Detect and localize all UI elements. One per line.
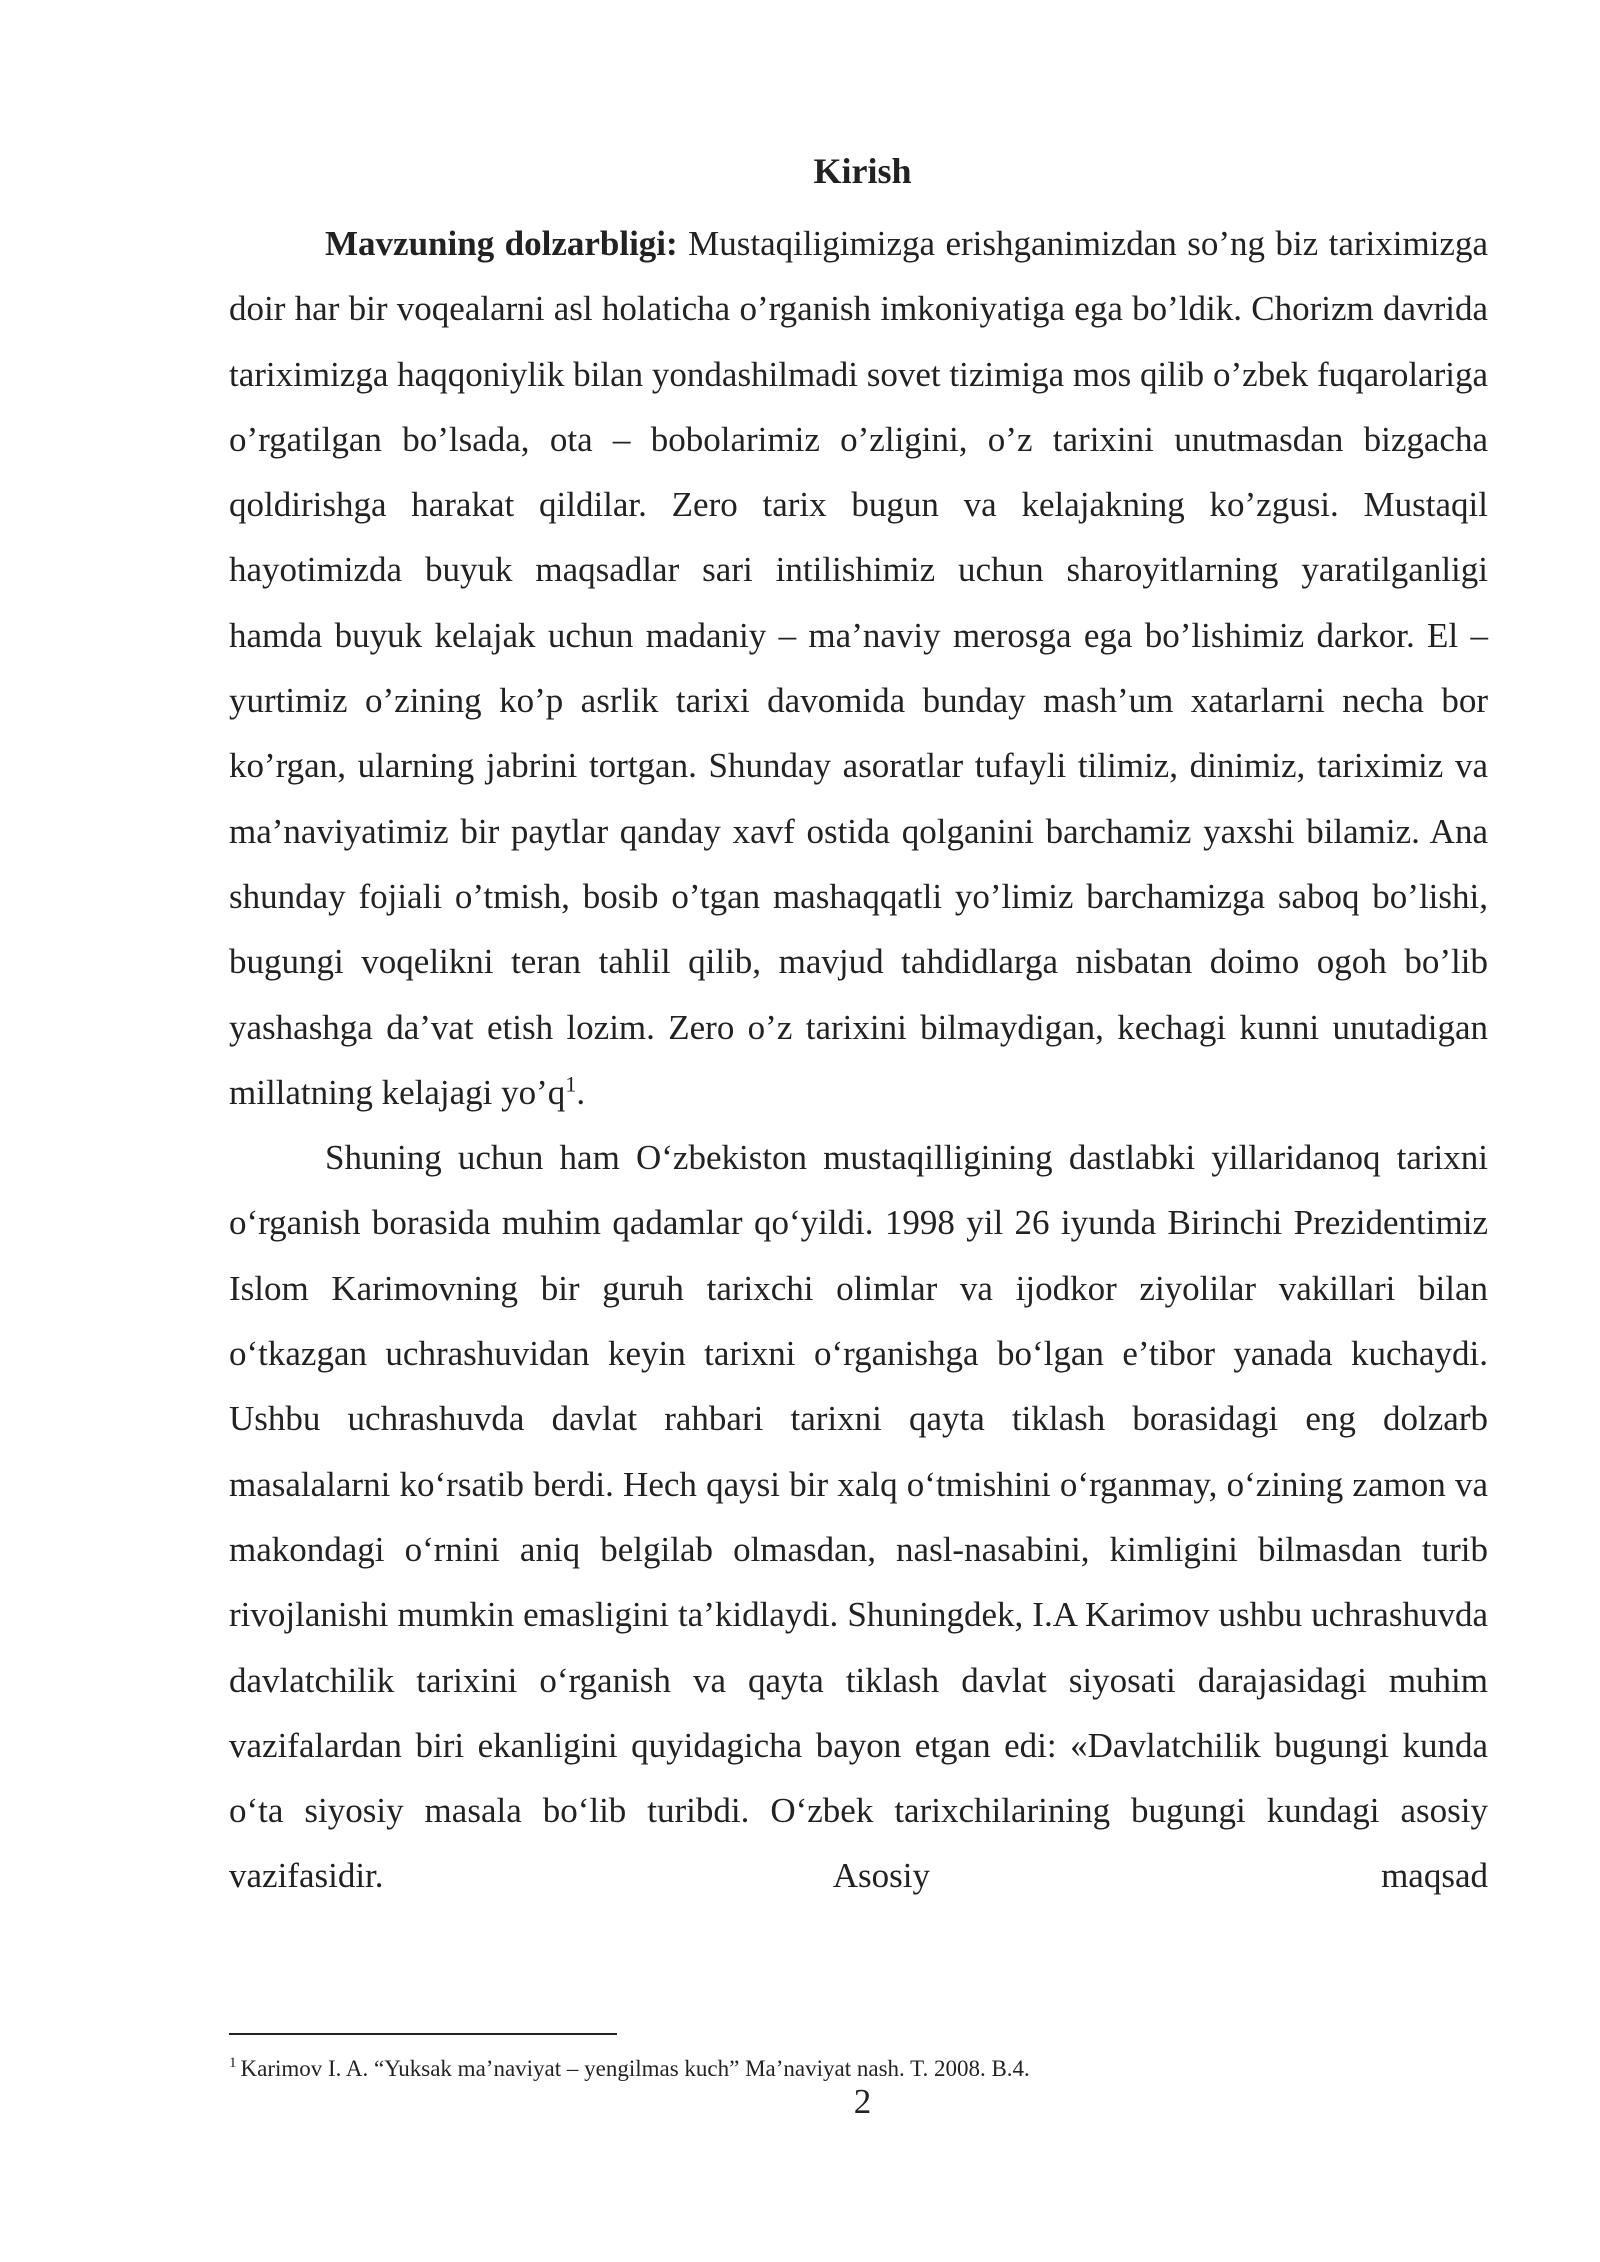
- footnote-divider: [229, 2033, 617, 2035]
- footnote: [229, 2054, 1030, 2084]
- page-number: 2: [853, 2082, 872, 2121]
- footnote-number: 1: [229, 2055, 237, 2072]
- body-text: [229, 211, 1488, 1909]
- footnote-reference[interactable]: 1: [565, 1071, 577, 1097]
- paragraph-relevance-text: Mustaqiligimizga erishganimizdan so’ng biz tariximizga doir har bir voqealarni asl holaticha o’rganish imkoniyatiga ega bo’ldik. Chorizm davrida tariximizga haqqoniylik bilan yondashilmadi sovet tizimiga mos qilib o’zbek fuqarolariga o’rgatilgan bo’lsada, ota – bobolarimiz o’zligini, o’z tarixini unutmasdan bizgacha qoldirishga harakat qildilar. Zero tarix bugun va kelajakning ko’zgusi. Mustaqil hayotimizda buyuk maqsadlar sari intilishimiz uchun sharoyitlarning yaratilganligi hamda buyuk kelajak uchun madaniy – ma’naviy merosga ega bo’lishimiz darkor. El – yurtimiz o’zining ko’p asrlik tarixi davomida bunday mash’um xatarlarni necha bor ko’rgan, ularning jabrini tortgan. Shunday asoratlar tufayli tilimiz, dinimiz, tariximiz va ma’naviyatimiz bir paytlar qanday xavf ostida qolganini barchamiz yaxshi bilamiz. Ana shunday fojiali o’tmish, bosib o’tgan mashaqqatli yo’limiz barchamizga saboq bo’lishi, bugungi voqelikni teran tahlil qilib, mavjud tahdidlarga nisbatan doimo ogoh bo’lib yashashga da’vat etish lozim. Zero o’z tarixini bilmaydigan, kechagi kunni unutadigan millatning kelajagi yo’q: [229, 224, 1489, 1112]
- section-heading: Kirish: [813, 151, 912, 191]
- paragraph-relevance-end: .: [576, 1072, 586, 1112]
- paragraph-relevance: [229, 211, 1488, 1125]
- paragraph-history-study: Shuning uchun ham O‘zbekiston mustaqilligining dastlabki yillaridanoq tarixni o‘rganish borasida muhim qadamlar qo‘yildi. 1998 yil 26 iyunda Birinchi Prezidentimiz Islom Karimovning bir guruh tarixchi olimlar va ijodkor ziyolilar vakillari bilan o‘tkazgan uchrashuvidan keyin tarixni o‘rganishga bo‘lgan e’tibor yanada kuchaydi. Ushbu uchrashuvda davlat rahbari tarixni qayta tiklash borasidagi eng dolzarb masalalarni ko‘rsatib berdi. Hech qaysi bir xalq o‘tmishini o‘rganmay, o‘zining zamon va makondagi o‘rnini aniq belgilab olmasdan, nasl-nasabini, kimligini bilmasdan turib rivojlanishi mumkin emasligini ta’kidlaydi. Shuningdek, I.A Karimov ushbu uchrashuvda davlatchilik tarixini o‘rganish va qayta tiklash davlat siyosati darajasidagi muhim vazifalardan biri ekanligini quyidagicha bayon etgan edi: «Davlatchilik bugungi kunda o‘ta siyosiy masala bo‘lib turibdi. O‘zbek tarixchilarining bugungi kundagi asosiy vazifasidir. Asosiy maqsad: [229, 1138, 1488, 1896]
- paragraph-lead-label: Mavzuning dolzarbligi:: [325, 224, 678, 263]
- footnote-text: Karimov I. A. “Yuksak ma’naviyat – yengilmas kuch” Ma’naviyat nash. T. 2008. B.4.: [240, 2056, 1030, 2081]
